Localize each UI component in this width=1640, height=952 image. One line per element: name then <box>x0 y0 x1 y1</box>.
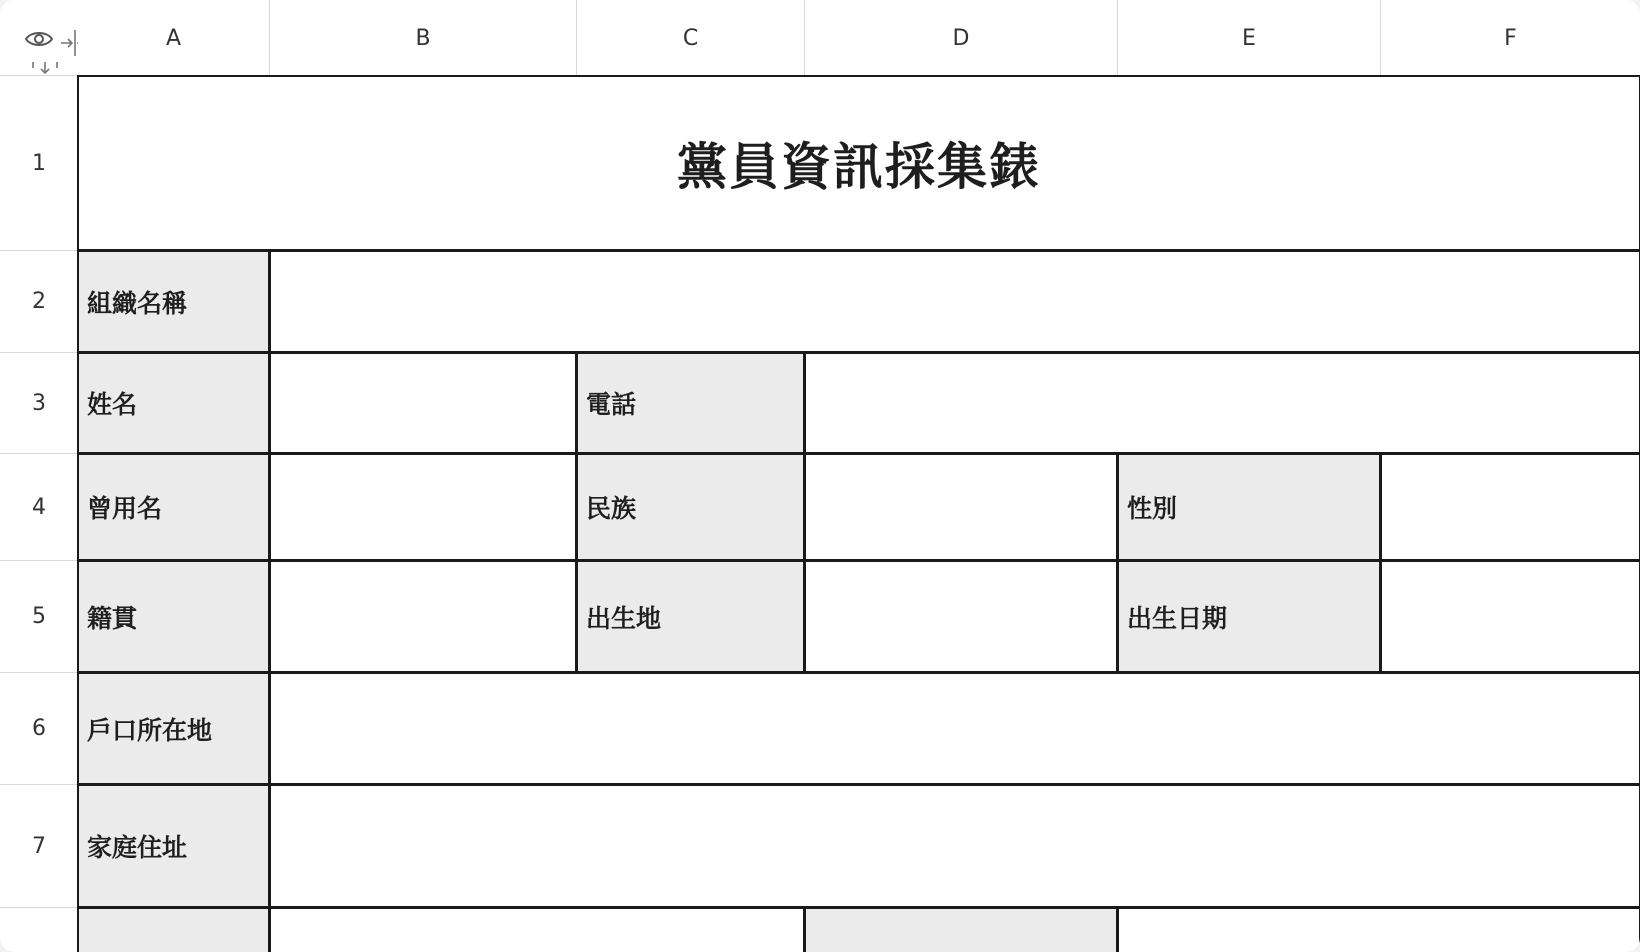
label-former-name[interactable]: 曾用名 <box>77 453 270 561</box>
column-header-e[interactable]: E <box>1118 0 1381 76</box>
eye-icon[interactable] <box>24 28 54 50</box>
row-header-3[interactable]: 3 <box>0 353 78 454</box>
label-native-place[interactable]: 籍貫 <box>77 560 270 673</box>
input-household-registration[interactable] <box>269 672 1640 785</box>
column-header-a[interactable]: A <box>78 0 270 76</box>
label-household-registration[interactable]: 戶口所在地 <box>77 672 270 785</box>
label-row8-a[interactable] <box>77 907 270 952</box>
label-phone[interactable]: 電話 <box>576 352 805 454</box>
label-home-address[interactable]: 家庭住址 <box>77 784 270 908</box>
input-name[interactable] <box>269 352 577 454</box>
column-header-d[interactable]: D <box>805 0 1118 76</box>
input-phone[interactable] <box>804 352 1640 454</box>
label-birthplace[interactable]: 出生地 <box>576 560 805 673</box>
input-row8-e[interactable] <box>1117 907 1640 952</box>
row-header-5[interactable]: 5 <box>0 561 78 673</box>
column-header-f[interactable]: F <box>1381 0 1640 76</box>
input-gender[interactable] <box>1380 453 1640 561</box>
label-gender[interactable]: 性別 <box>1117 453 1381 561</box>
title-cell[interactable]: 黨員資訊採集錶 <box>77 75 1640 251</box>
label-ethnicity[interactable]: 民族 <box>576 453 805 561</box>
label-row8-d[interactable] <box>804 907 1118 952</box>
input-former-name[interactable] <box>269 453 577 561</box>
label-name[interactable]: 姓名 <box>77 352 270 454</box>
row-header-4[interactable]: 4 <box>0 454 78 561</box>
input-birth-date[interactable] <box>1380 560 1640 673</box>
input-native-place[interactable] <box>269 560 577 673</box>
row-header-6[interactable]: 6 <box>0 673 78 785</box>
cell-grid <box>78 76 1640 952</box>
row-header-2[interactable]: 2 <box>0 251 78 353</box>
input-home-address[interactable] <box>269 784 1640 908</box>
input-org-name[interactable] <box>269 250 1640 353</box>
column-header-b[interactable]: B <box>270 0 577 76</box>
input-ethnicity[interactable] <box>804 453 1118 561</box>
row-header-7[interactable]: 7 <box>0 785 78 908</box>
label-org-name[interactable]: 組織名稱 <box>77 250 270 353</box>
input-birthplace[interactable] <box>804 560 1118 673</box>
corner-controls <box>0 0 78 76</box>
label-birth-date[interactable]: 出生日期 <box>1117 560 1381 673</box>
column-header-c[interactable]: C <box>577 0 805 76</box>
row-header-1[interactable]: 1 <box>0 76 78 251</box>
input-row8-b[interactable] <box>269 907 805 952</box>
